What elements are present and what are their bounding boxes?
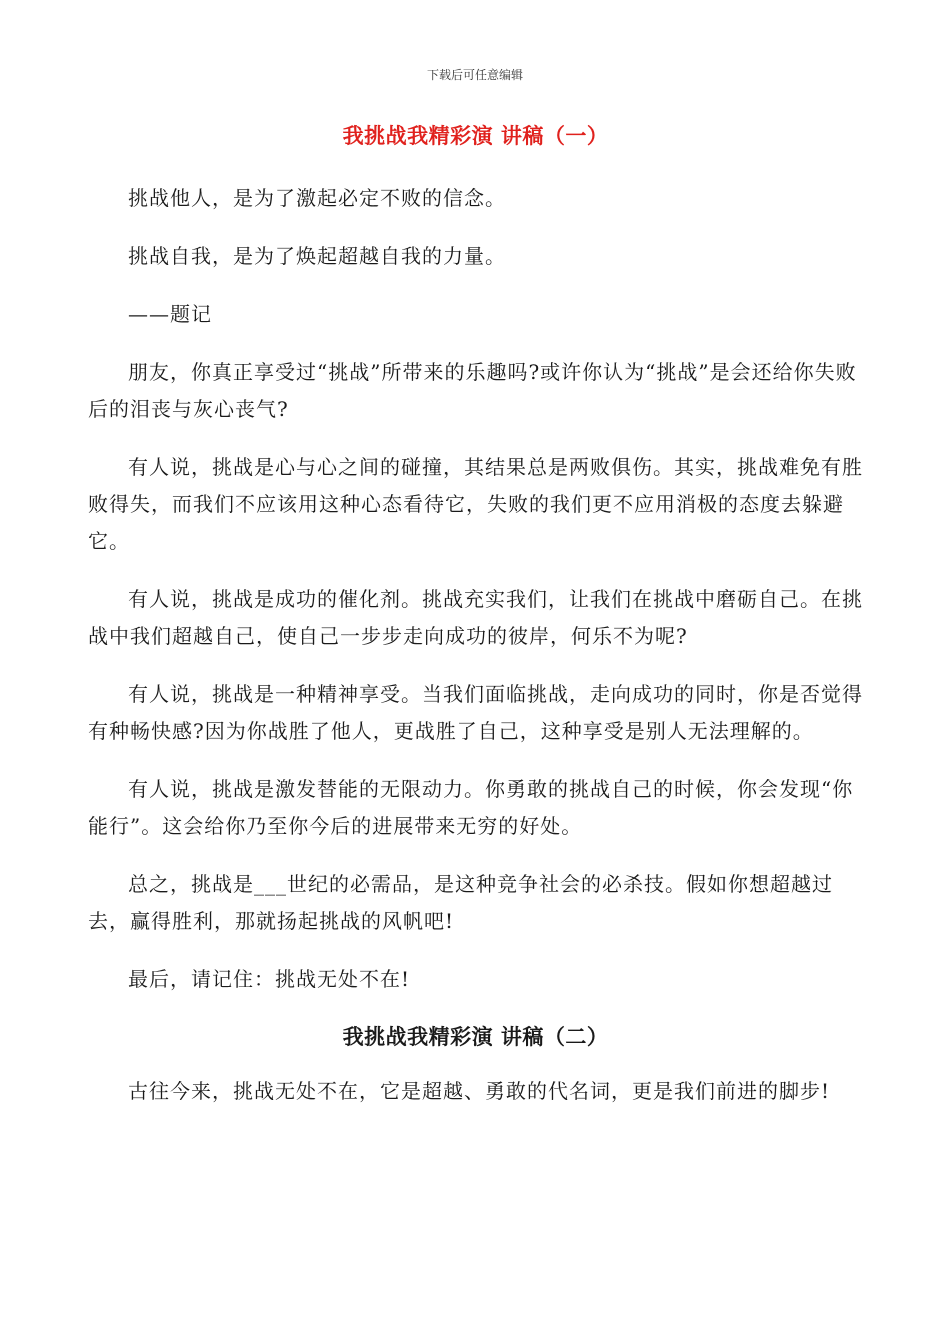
- section2-title: 我挑战我精彩演 讲稿（二）: [342, 1024, 609, 1049]
- section1-title: 我挑战我精彩演 讲稿（一）: [342, 123, 609, 148]
- paragraph: 朋友，你真正享受过“挑战”所带来的乐趣吗?或许你认为“挑战”是会还给你失败后的泪丧与灰心丧气?: [88, 360, 857, 421]
- document-content: [88, 118, 863, 1131]
- paragraph: 挑战他人，是为了激起必定不败的信念。: [128, 186, 506, 210]
- paragraph: 有人说，挑战是心与心之间的碰撞，其结果总是两败俱伤。其实，挑战难免有胜败得失，而我们不应该用这种心态看待它，失败的我们更不应用消极的态度去躲避它。: [88, 455, 863, 553]
- paragraph: 最后，请记住：挑战无处不在!: [128, 967, 411, 991]
- paragraph: ——题记: [128, 302, 212, 326]
- paragraph: 古往今来，挑战无处不在，它是超越、勇敢的代名词，更是我们前进的脚步!: [128, 1079, 831, 1103]
- paragraph: 总之，挑战是___世纪的必需品，是这种竞争社会的必杀技。假如你想超越过去，赢得胜利，那就扬起挑战的风帆吧!: [88, 872, 833, 933]
- paragraph: 挑战自我，是为了焕起超越自我的力量。: [128, 244, 506, 268]
- paragraph: 有人说，挑战是一种精神享受。当我们面临挑战，走向成功的同时，你是否觉得有种畅快感?因为你战胜了他人，更战胜了自己，这种享受是别人无法理解的。: [88, 682, 863, 743]
- header-note: 下载后可任意编辑: [426, 68, 523, 82]
- paragraph: 有人说，挑战是成功的催化剂。挑战充实我们，让我们在挑战中磨砺自己。在挑战中我们超越自己，使自己一步步走向成功的彼岸，何乐不为呢?: [88, 587, 863, 648]
- paragraph: 有人说，挑战是激发替能的无限动力。你勇敢的挑战自己的时候，你会发现“你能行”。这会给你乃至你今后的进展带来无穷的好处。: [88, 777, 854, 838]
